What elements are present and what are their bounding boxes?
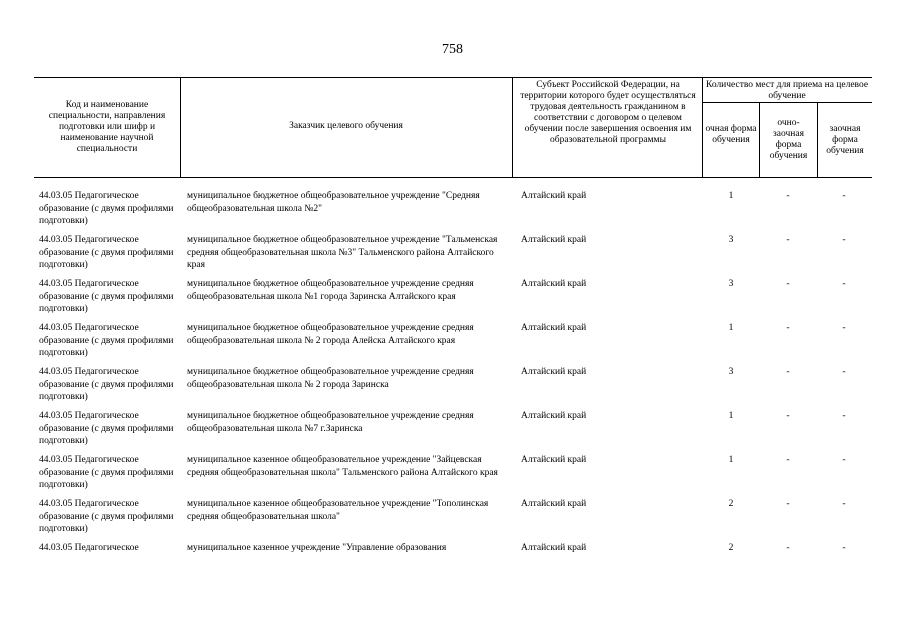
header-customer: Заказчик целевого обучения [289,121,403,131]
header-full-time: очная форма обучения [705,124,757,145]
places-subheader-line [702,102,872,103]
row-part-time: - [786,543,790,553]
row-correspondence: - [842,191,846,201]
row-part-time: - [786,235,790,245]
row-code: 44.03.05 Педагогическое образование (с двумя профилями подготовки) [39,191,174,226]
row-region: Алтайский край [521,323,587,333]
row-part-time: - [786,323,790,333]
row-correspondence: - [842,279,846,289]
row-full-time: 1 [728,411,734,421]
row-code: 44.03.05 Педагогическое образование (с двумя профилями подготовки) [39,499,174,534]
row-region: Алтайский край [521,279,587,289]
row-correspondence: - [842,323,846,333]
row-correspondence: - [842,367,846,377]
row-code: 44.03.05 Педагогическое образование (с двумя профилями подготовки) [39,235,174,270]
col-divider-5 [817,102,818,177]
header-bottom-border [34,177,872,178]
col-divider-2 [512,77,513,177]
page-number: 758 [442,42,463,57]
row-region: Алтайский край [521,499,587,509]
row-full-time: 3 [728,235,734,245]
row-correspondence: - [842,411,846,421]
row-customer: муниципальное бюджетное общеобразовательное учреждение средняя общеобразовательная школа №7 г.Заринска [187,411,474,434]
row-customer: муниципальное бюджетное общеобразовательное учреждение средняя общеобразовательная школа №1 города Заринска Алтайского края [187,279,474,302]
header-places-group: Количество мест для приема на целевое обучение [705,80,869,101]
row-part-time: - [786,411,790,421]
row-region: Алтайский край [521,367,587,377]
row-code: 44.03.05 Педагогическое [39,543,139,553]
row-customer: муниципальное казенное учреждение "Управление образования [187,543,447,553]
row-part-time: - [786,499,790,509]
row-part-time: - [786,279,790,289]
row-region: Алтайский край [521,543,587,553]
header-part-time: очно-заочная форма обучения [769,118,808,161]
row-full-time: 3 [728,279,734,289]
header-region: Субъект Российской Федерации, на территории которого будет осуществляться трудовая деятельность гражданином в соответствии с договором о целевом обучении после завершения освоения им образовательной программы [520,80,696,145]
table-top-border [34,77,872,78]
row-customer: муниципальное казенное общеобразовательное учреждение "Тополинская средняя общеобразовательная школа" [187,499,489,522]
header-code: Код и наименование специальности, направления подготовки или шифр и наименование научной специальности [48,100,166,154]
row-code: 44.03.05 Педагогическое образование (с двумя профилями подготовки) [39,323,174,358]
row-code: 44.03.05 Педагогическое образование (с двумя профилями подготовки) [39,455,174,490]
row-full-time: 2 [728,499,734,509]
row-full-time: 2 [728,543,734,553]
row-full-time: 1 [728,323,734,333]
row-code: 44.03.05 Педагогическое образование (с двумя профилями подготовки) [39,279,174,314]
col-divider-3 [702,77,703,177]
row-region: Алтайский край [521,455,587,465]
col-divider-1 [180,77,181,177]
row-customer: муниципальное казенное общеобразовательное учреждение "Зайцевская средняя общеобразовательная школа" Тальменского района Алтайского края [187,455,498,478]
header-correspondence: заочная форма обучения [826,124,864,156]
row-region: Алтайский край [521,235,587,245]
row-part-time: - [786,367,790,377]
row-part-time: - [786,191,790,201]
row-region: Алтайский край [521,191,587,201]
row-customer: муниципальное бюджетное общеобразовательное учреждение средняя общеобразовательная школа № 2 города Заринска [187,367,474,390]
row-customer: муниципальное бюджетное общеобразовательное учреждение "Тальменская средняя общеобразовательная школа №3" Тальменского района Алтайского края [187,235,498,270]
row-correspondence: - [842,235,846,245]
row-customer: муниципальное бюджетное общеобразовательное учреждение средняя общеобразовательная школа № 2 города Алейска Алтайского края [187,323,474,346]
row-region: Алтайский край [521,411,587,421]
row-customer: муниципальное бюджетное общеобразовательное учреждение "Средняя общеобразовательная школа №2" [187,191,480,214]
row-full-time: 1 [728,455,734,465]
row-part-time: - [786,455,790,465]
row-code: 44.03.05 Педагогическое образование (с двумя профилями подготовки) [39,411,174,446]
row-correspondence: - [842,543,846,553]
col-divider-4 [759,102,760,177]
row-code: 44.03.05 Педагогическое образование (с двумя профилями подготовки) [39,367,174,402]
row-full-time: 3 [728,367,734,377]
row-correspondence: - [842,499,846,509]
row-correspondence: - [842,455,846,465]
row-full-time: 1 [728,191,734,201]
